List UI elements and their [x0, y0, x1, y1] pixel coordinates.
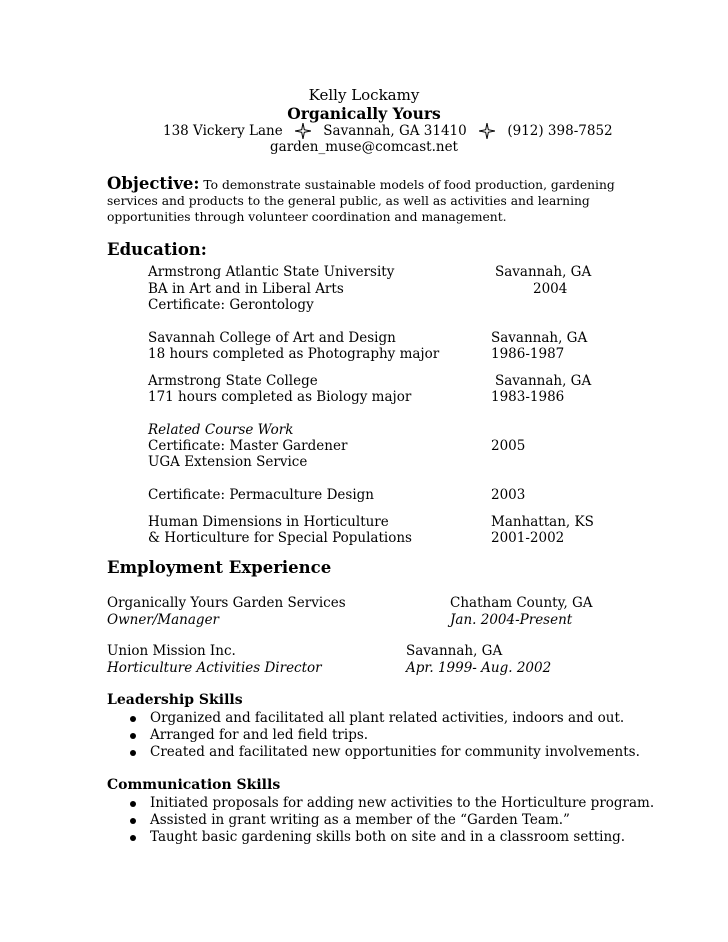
edu-line: Savannah College of Art and Design	[148, 330, 396, 346]
edu-line: Certificate: Permaculture Design	[148, 487, 374, 503]
list-item: Assisted in grant writing as a member of the “Garden Team.”	[130, 812, 654, 829]
edu-line: 1983-1986	[491, 389, 565, 405]
sparkle-icon	[295, 123, 311, 139]
edu-line: 2001-2002	[491, 530, 565, 546]
bullet-icon	[130, 835, 136, 841]
edu-line: 18 hours completed as Photography major	[148, 346, 440, 362]
job-employer: Organically Yours Garden Services	[107, 595, 346, 611]
edu-line: Certificate: Master Gardener	[148, 438, 348, 454]
list-item: Arranged for and led field trips.	[130, 727, 640, 744]
edu-line: 171 hours completed as Biology major	[148, 389, 412, 405]
edu-line: 1986-1987	[491, 346, 565, 362]
list-item: Created and facilitated new opportunities for community involvements.	[130, 744, 640, 761]
edu-line: 2003	[491, 487, 526, 503]
list-item: Organized and facilitated all plant related activities, indoors and out.	[130, 710, 640, 727]
edu-line: BA in Art and in Liberal Arts	[148, 281, 344, 297]
edu-line: Human Dimensions in Horticulture	[148, 514, 389, 530]
bullet-icon	[130, 750, 136, 756]
edu-line: 2005	[491, 438, 526, 454]
objective-label: Objective:	[107, 174, 200, 193]
communication-list	[130, 795, 654, 846]
job-employer: Union Mission Inc.	[107, 643, 236, 659]
communication-heading: Communication Skills	[107, 777, 281, 793]
education-heading: Education:	[107, 240, 207, 259]
leadership-heading: Leadership Skills	[107, 692, 243, 708]
objective-text: To demonstrate sustainable models of food production, gardening services and products to the general public, as well as activities and learning opportunities through volunteer coordination and management.	[107, 178, 615, 224]
job-dates: Apr. 1999- Aug. 2002	[406, 660, 552, 676]
city: Savannah, GA 31410	[323, 122, 467, 139]
leadership-list	[130, 710, 640, 761]
edu-line: Armstrong Atlantic State University	[148, 264, 395, 280]
edu-line: Related Course Work	[148, 422, 294, 438]
edu-line: Savannah, GA	[495, 264, 592, 280]
employment-heading: Employment Experience	[107, 558, 332, 577]
email: garden_muse@comcast.net	[270, 139, 458, 155]
objective	[107, 176, 627, 225]
job-role: Owner/Manager	[107, 612, 220, 628]
edu-line: Armstrong State College	[148, 373, 318, 389]
edu-line: UGA Extension Service	[148, 454, 308, 470]
bullet-icon	[130, 716, 136, 722]
edu-line: Manhattan, KS	[491, 514, 594, 530]
company-name: Organically Yours	[287, 104, 441, 123]
phone: (912) 398-7852	[507, 122, 613, 139]
bullet-icon	[130, 818, 136, 824]
edu-line: Certificate: Gerontology	[148, 297, 314, 313]
job-role: Horticulture Activities Director	[107, 660, 322, 676]
bullet-icon	[130, 801, 136, 807]
edu-line: Savannah, GA	[495, 373, 592, 389]
address: 138 Vickery Lane	[163, 122, 283, 139]
edu-line: Savannah, GA	[491, 330, 588, 346]
job-location: Chatham County, GA	[450, 595, 593, 611]
person-name: Kelly Lockamy	[308, 86, 420, 104]
job-location: Savannah, GA	[406, 643, 503, 659]
sparkle-icon	[479, 123, 495, 139]
edu-line: 2004	[533, 281, 568, 297]
job-dates: Jan. 2004-Present	[450, 612, 573, 628]
list-item: Taught basic gardening skills both on site and in a classroom setting.	[130, 829, 654, 846]
bullet-icon	[130, 733, 136, 739]
list-item: Initiated proposals for adding new activities to the Horticulture program.	[130, 795, 654, 812]
contact-line	[163, 122, 613, 139]
edu-line: & Horticulture for Special Populations	[148, 530, 412, 546]
